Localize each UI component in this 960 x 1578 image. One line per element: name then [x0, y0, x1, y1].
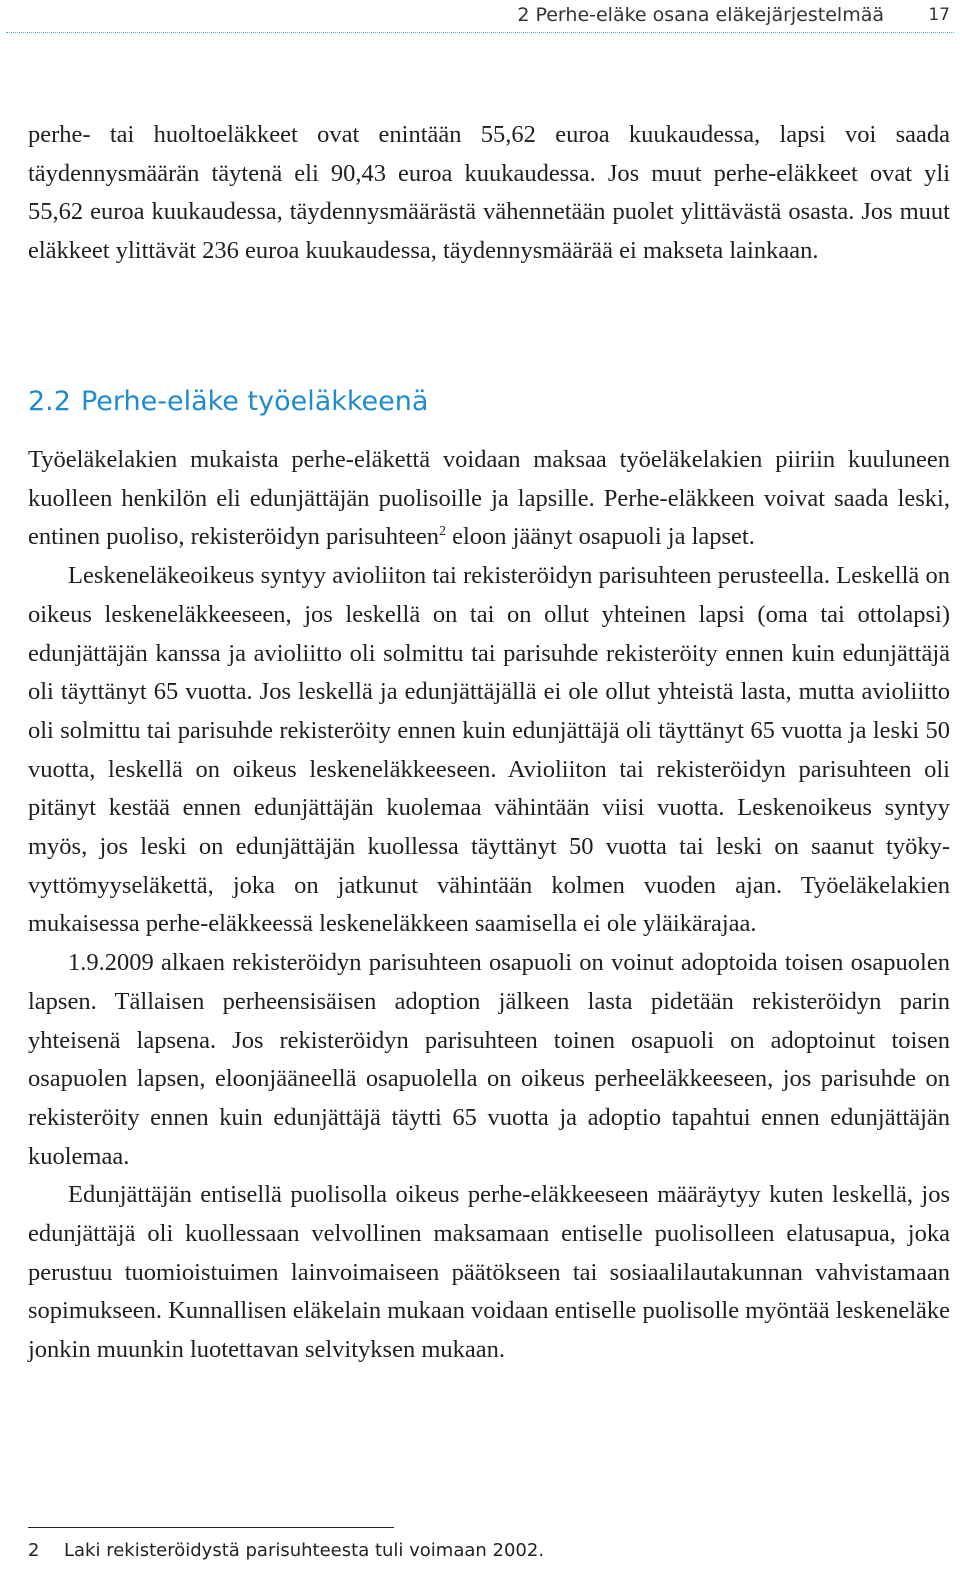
header-divider: [6, 32, 954, 33]
footnote-text: Laki rekisteröidystä parisuhteesta tuli voimaan 2002.: [64, 1540, 545, 1561]
footnote-divider: [28, 1527, 394, 1528]
paragraph-4: Edunjättäjän entisellä puolisolla oikeus perhe-eläkkeeseen määräytyy kuten leskellä, jos edunjättäjä oli kuollessaan velvollinen maksamaan entiselle puolisolleen elatusapua, joka perustuu tuomioistuimen lainvoimaiseen päätökseen tai sosiaalilautakunnan vahvistamaan sopimukseen. Kunnallisen eläkelain mukaan voidaan entiselle puolisolle myöntää leskeneläke jonkin muunkin luotettavan selvityksen mukaan.: [28, 1181, 950, 1364]
paragraph-2: Leskeneläkeoikeus syntyy avioliiton tai rekisteröidyn parisuhteen perusteella. Leskellä on oikeus leskeneläkkeeseen, jos leskellä on tai on ollut yhteinen lapsi (oma tai ottolapsi) edunjättäjän kanssa ja avioliitto oli solmittu tai parisuhde rekisteröity ennen kuin edunjättäjä oli täyttänyt 65 vuotta. Jos leskellä ja edunjättäjällä ei ole ollut yhteistä lasta, mutta avioliitto oli solmittu tai parisuhde rekisteröity ennen kuin edunjättäjä oli täyttänyt 65 vuotta ja leski 50 vuotta, leskellä on oikeus leskeneläkkeeseen. Avioliiton tai rekisteröidyn parisuhteen oli pitänyt kestää ennen edunjättäjän kuolemaa vähintään viisi vuotta. Leskenoikeus syntyy myös, jos leski on edunjättäjän kuollessa täyttänyt 50 vuotta tai leski on saanut työkyvyttömyyseläkettä, joka on jatkunut vähintään kolmen vuoden ajan. Työeläkelakien mukaisessa perhe-eläkkeessä leskeneläkkeen saamisella ei ole yläikärajaa.: [28, 562, 950, 938]
paragraph-1-text: Työeläkelakien mukaista perhe-eläkettä voidaan maksaa työeläkelakien piiriin kuuluneen kuolleen henkilön eli edunjättäjän puolisoille ja lapsille. Perhe-eläkkeen voivat saada leski, entinen puoliso, rekisteröidyn parisuhteen: [28, 446, 950, 551]
running-header: [0, 0, 960, 34]
footnote-reference: 2: [438, 524, 446, 540]
section-number: 2.2: [28, 386, 71, 417]
section-title: Perhe-eläke työeläkkeenä: [80, 386, 429, 417]
intro-block: [28, 116, 950, 271]
section-body: [28, 441, 950, 1370]
intro-paragraph: perhe- tai huoltoeläkkeet ovat enintään 55,62 euroa kuukaudessa, lapsi voi saada täydennysmäärän täytenä eli 90,43 euroa kuukaudessa. Jos muut perhe-eläkkeet ovat yli 55,62 euroa kuukaudessa, täydennysmäärästä vähennetään puolet ylittävästä osasta. Jos muut eläkkeet ylittävät 236 euroa kuukaudessa, täydennysmäärää ei makseta lainkaan.: [28, 121, 950, 265]
section-heading: [28, 386, 428, 417]
footnote-number: 2: [28, 1540, 40, 1561]
paragraph-1: [28, 441, 950, 557]
paragraph-1-text-end: eloon jäänyt osapuoli ja lapset.: [445, 523, 755, 551]
chapter-title: 2 Perhe-eläke osana eläkejärjestelmää: [517, 4, 884, 26]
page-number: 17: [928, 5, 950, 25]
paragraph-3: 1.9.2009 alkaen rekisteröidyn parisuhteen osapuoli on voinut adoptoida toisen osapuolen lapsen. Tällaisen perheensisäisen adoption jälkeen lasta pidetään rekisteröidyn parin yhteisenä lapsena. Jos rekisteröidyn parisuhteen toinen osapuoli on adoptoinut toisen osapuolen lapsen, eloonjääneellä osapuolella on oikeus perheeläkkeeseen, jos parisuhde on rekisteröity ennen kuin edunjättäjä täytti 65 vuotta ja adoptio tapahtui ennen edunjättäjän kuolemaa.: [28, 949, 950, 1170]
footnote: [28, 1540, 544, 1561]
